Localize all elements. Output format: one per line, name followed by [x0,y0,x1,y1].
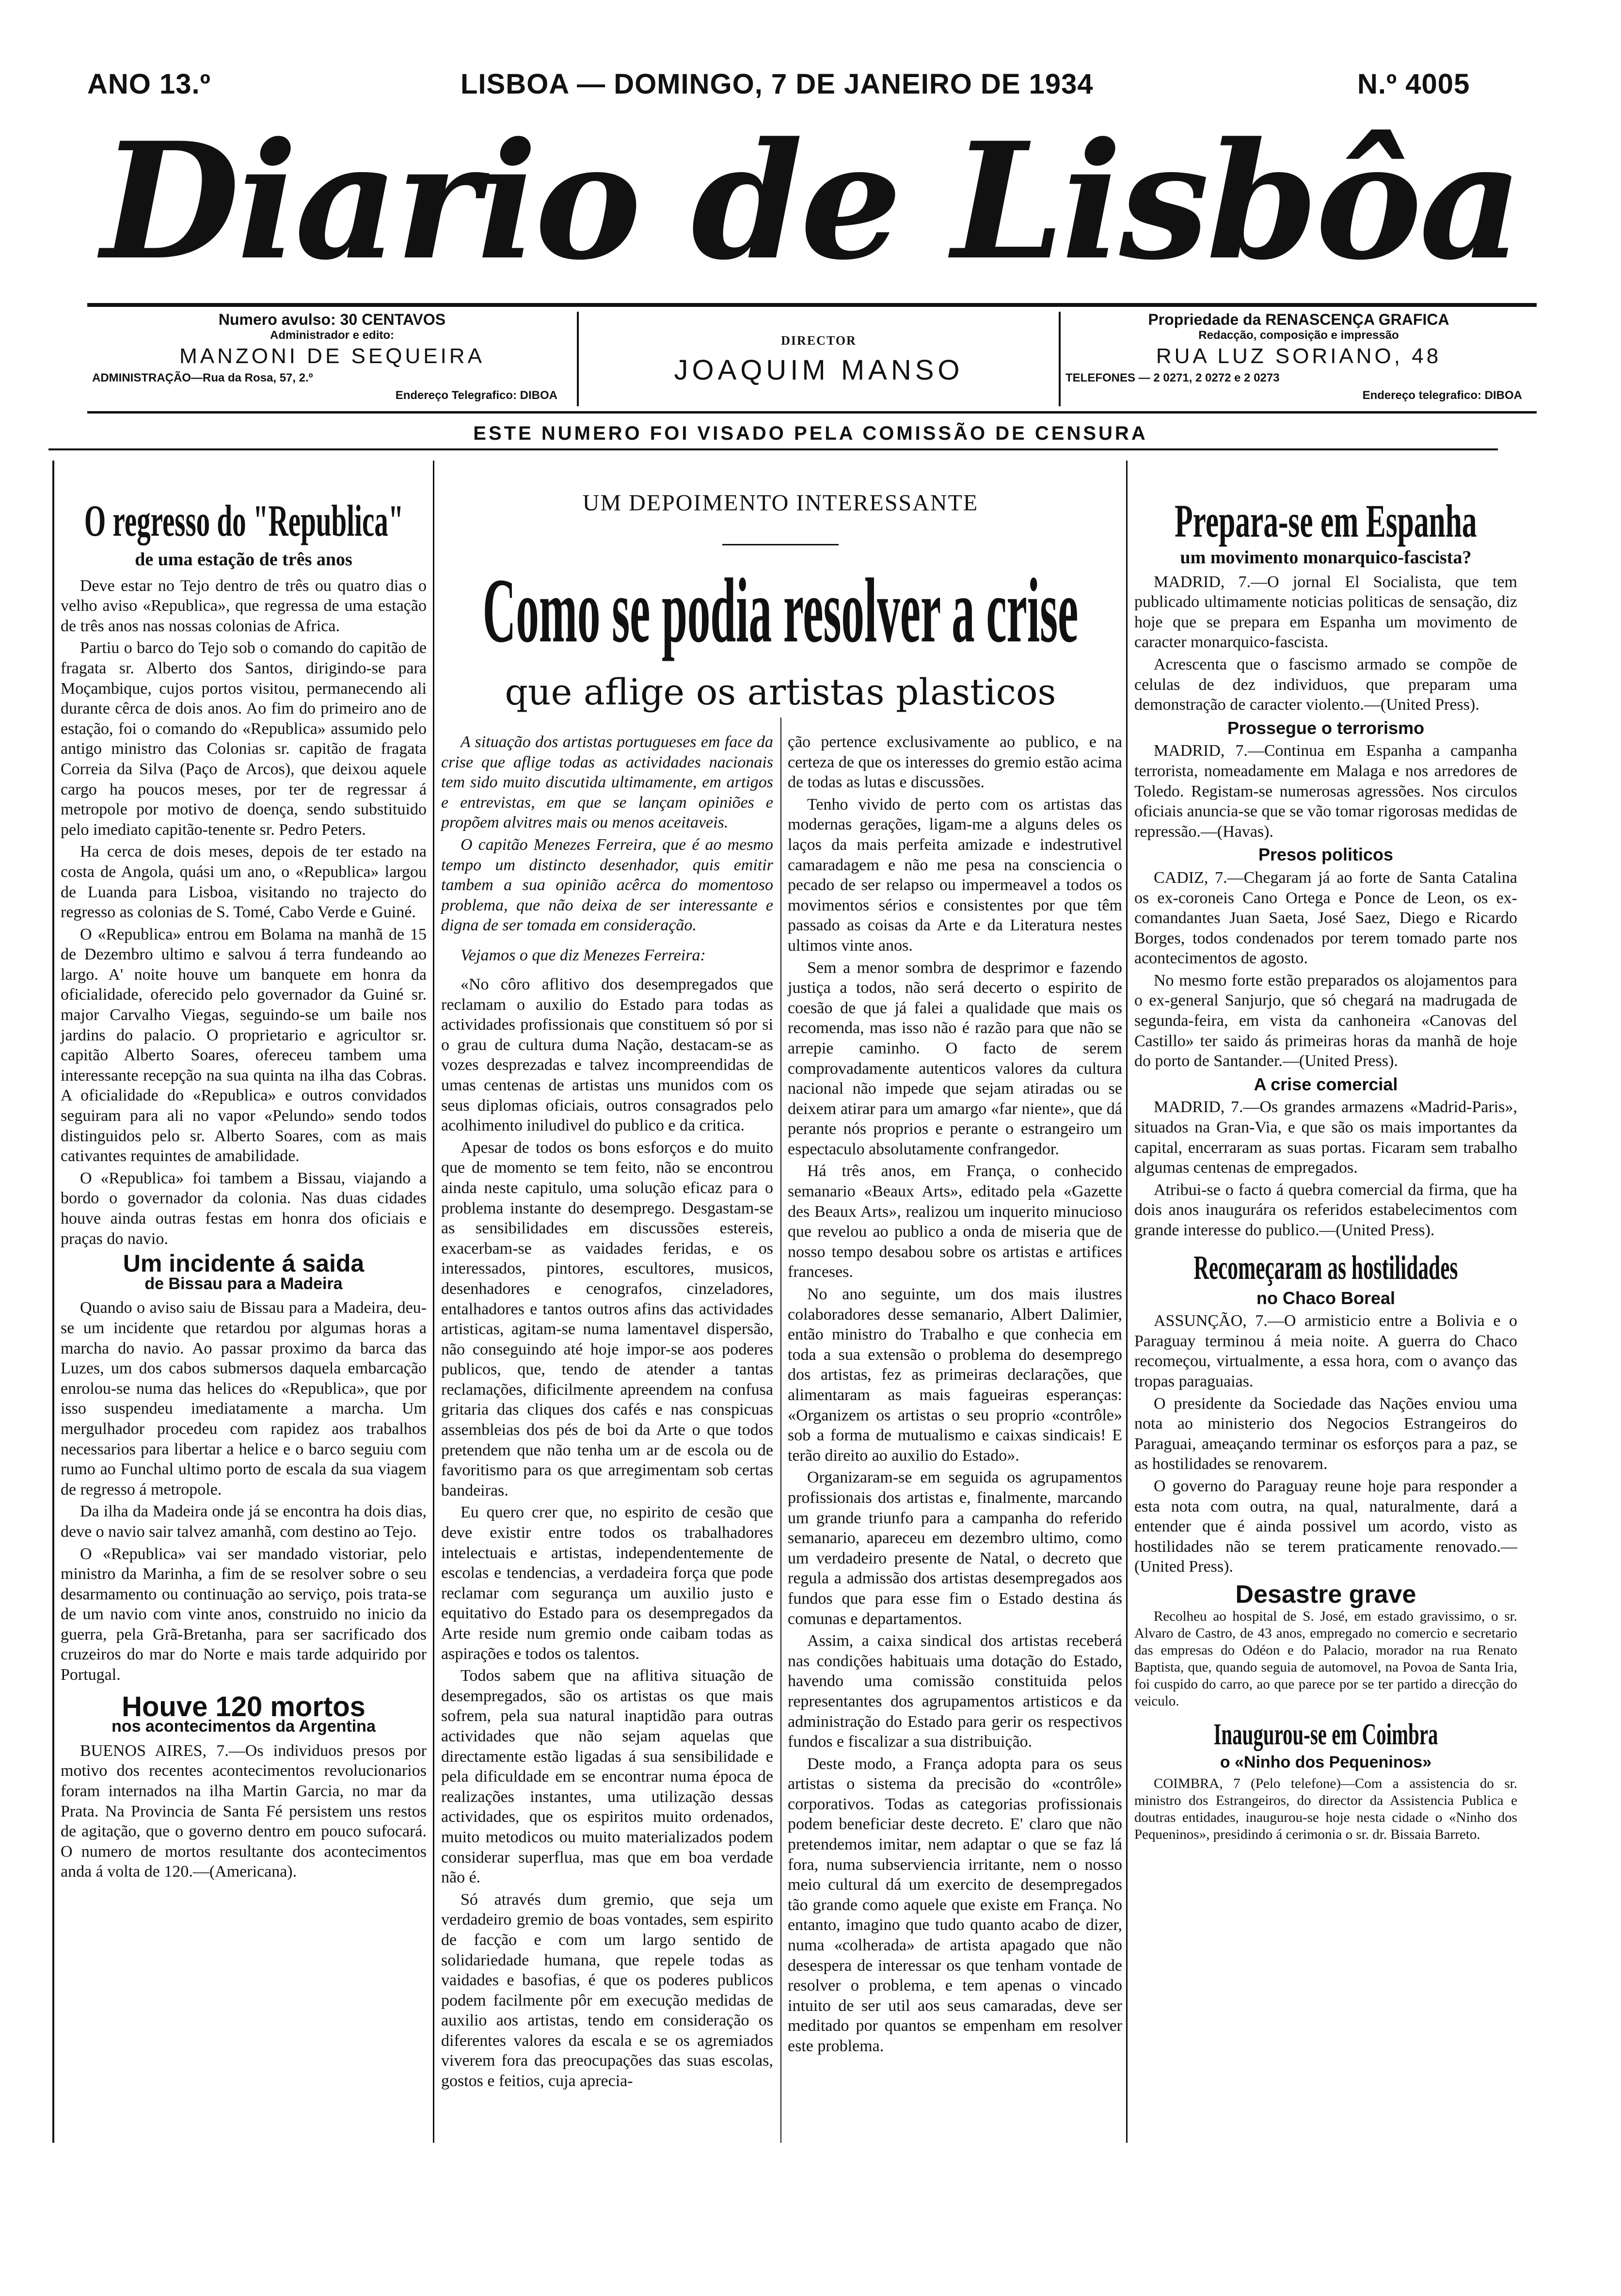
paragraph: BUENOS AIRES, 7.—Os individuos presos por motivo dos recentes acontecimentos revolucionarios foram internados na ilha Martin Garcia, no mar da Prata. Na Provincia de Santa Fé persistem uns restos de agitação, que o governo dentro em pouco sufocará. O numero de mortos resultante dos acontecimentos anda á volta de 120.—(Americana). [61,1741,427,1881]
rule [48,448,1498,450]
column-1 [61,494,427,1884]
headline-republica: O regresso do "Republica" [84,496,404,545]
headline-chaco: Recomeçaram as hostilidades [1193,1249,1458,1287]
paragraph: MADRID, 7.—Continua em Espanha a campanha terrorista, nomeadamente em Malaga e nos arredores de Toledo. Registam-se numerosas agressões. Nos circulos oficiais anuncia-se que se vão tomar rigorosas medidas de repressão.—(Havas). [1134,742,1517,841]
paragraph: Só através dum gremio, que seja um verdadeiro gremio de boas vontades, sem espirito de facção e com um largo sentido de solidariedade humana, que repele todas as vaidades e basofias, é que os poderes publicos podem facilmente pôr em execução medidas de auxilio aos artistas, tendo em consideração os diferentes valores da escala e se os agremiados viverem fora das preocupações das suas escolas, gostos e feitios, cuja aprecia- [441,1890,773,2090]
telegraph-address: Endereço Telegrafico: DIBOA [395,389,557,402]
paragraph: Eu quero crer que, no espirito de cesão que deve existir entre todos os trabalhadores intelectuais e artistas, independentemente de escolas e tendencias, a verdadeira força que pode reclamar com segurança um auxilio justo e equitativo do Estado para os desempregados da Arte reside num gremio onde caibam todas as aspirações e todos os talentos. [441,1503,773,1663]
article-column-b [788,732,1122,2058]
paragraph: Recolheu ao hospital de S. José, em estado gravissimo, o sr. Alvaro de Castro, de 43 anos, empregado no comercio e secretario das empresas do Odéon e do Palacio, morador na rua Renato Baptista, que, quando seguia de automovel, na Povoa de Santa Iria, foi cuspido do carro, ao que parece por se ter partido a direcção do veiculo. [1134,1608,1517,1709]
rule [722,544,839,545]
paragraph: MADRID, 7.—Os grandes armazens «Madrid-Paris», situados na Gran-Via, e que são os mais importantes da capital, encerraram as suas portas. Ficaram sem trabalho algumas centenas de empregados. [1134,1098,1517,1177]
paragraph: No mesmo forte estão preparados os alojamentos para o ex-general Sanjurjo, que só chegará na madrugada de segunda-feira, em vista da canhoneira «Canovas del Castillo» ter saido ás primeiras horas da manhã de hoje do porto de Santander.—(United Press). [1134,971,1517,1070]
column-3 [1134,494,1517,1845]
paragraph: Atribui-se o facto á quebra comercial da firma, que ha dois anos inaugurára os referidos estabelecimentos com grande interesse do publico.—(United Press). [1134,1180,1517,1239]
director-name: JOAQUIM MANSO [674,354,964,386]
censorship-note: ESTE NUMERO FOI VISADO PELA COMISSÃO DE CENSURA [473,423,1148,444]
paragraph: O «Republica» foi tambem a Bissau, viajando a bordo o governador da colonia. Nas duas cidades houve ainda outras festas em honra dos oficiais e praças do navio. [61,1169,427,1248]
column-divider [780,718,781,2143]
headline-crise: Como se podia resolver a crise [482,560,1079,662]
paragraph: «No côro aflitivo dos desempregados que reclamam o auxilio do Estado para todas as actividades profissionais que constituem só por si o grau de cultura duma Nação, destacam-se as vozes desprezadas e talvez incompreendidas de umas centenas de artistas uns munidos com os seus diplomas oficiais, outros consagrados pelo acolhimento iniludivel do publico e da critica. [441,975,773,1135]
paragraph: O «Republica» vai ser mandado vistoriar, pelo ministro da Marinha, a fim de se resolver sobre o seu desarmamento ou continuação ao serviço, pois trata-se de um navio com vinte anos, construido no inicio da guerra, pela Grã-Bretanha, para ser sacrificado dos cruzeiros do mar do Norte e mais tarde adquirido por Portugal. [61,1545,427,1684]
paragraph: Organizaram-se em seguida os agrupamentos profissionais dos artistas e, finalmente, marcando um grande triunfo para a campanha do referido semanario, apareceu em dezembro ultimo, como um verdadeiro presente de Natal, o decreto que regula a admissão dos artistas desempregados aos fundos que para esse fim o Estado destina ás comunas e departamentos. [788,1468,1122,1628]
subhead-coimbra: o «Ninho dos Pequeninos» [1220,1753,1432,1771]
admin-address: ADMINISTRAÇÃO—Rua da Rosa, 57, 2.º [92,371,313,384]
headline-coimbra: Inaugurou-se em Coimbra [1213,1718,1438,1751]
paragraph: Todos sabem que na aflitiva situação de desempregados, são os artistas os que mais sofrem, pela sua natural inaptidão para outras actividades que não sejam aquelas que directamente estão ligadas á sua sensibilidade e pela dificuldade em se encontrar numa época de realizações instantes, uma utilização dessas actividades, que os espiritos muito ordenados, muito metodicos ou muito materializados podem considerar superflua, mas que em boa verdade não é. [441,1667,773,1887]
headline-argentina: Houve 120 mortos [122,1690,366,1722]
subhead-espanha: um movimento monarquico-fascista? [1180,547,1472,568]
director-label: DIRECTOR [781,334,857,348]
price: Numero avulso: 30 CENTAVOS [218,311,446,328]
paragraph: CADIZ, 7.—Chegaram já ao forte de Santa Catalina os ex-coroneis Cano Ortega e Ponce de Leon, os ex-comandantes Juan Saeta, José Saez, Diego e Ricardo Borges, todos condenados por terem tomado parte nos acontecimentos de agosto. [1134,868,1517,968]
paragraph: O governo do Paraguay reune hoje para responder a esta nota com outra, na qual, naturalmente, dará a entender que é ainda possivel um acordo, visto as hostilidades não se terem praticamente renovado.—(United Press). [1134,1477,1517,1576]
article-column-a [441,974,773,2093]
info-right [1061,307,1537,411]
redaction-address: RUA LUZ SORIANO, 48 [1156,344,1442,368]
paragraph: Há três anos, em França, o conhecido semanario «Beaux Arts», editado pela «Gazette des Beaux Arts», realizou um inquerito minucioso que revelou ao publico a onda de miseria que de nosso tempo desabou sobre os artistas e artifices franceses. [788,1162,1122,1281]
info-left [87,307,577,411]
kicker: UM DEPOIMENTO INTERESSANTE [582,490,979,516]
owner: Propriedade da RENASCENÇA GRAFICA [1148,311,1449,328]
admin-role: Administrador e edito: [270,329,395,342]
issue-year: ANO 13.º [87,68,211,100]
paragraph: Sem a menor sombra de desprimor e fazendo justiça a todos, não será decerto o espirito de coesão de que já falei a qualidade que mais os recomenda, mas isso não é razão para que não se arrepie caminho. O facto de serem comprovadamente autenticos valores da cultura nacional não impede que sejam atiradas ou se deixem atirar para um amargo «far niente», que dá perante nós proprios e perante o estrangeiro um espectaculo absolutamente confrangedor. [788,958,1122,1158]
center-heading [436,490,1125,713]
subhead-incidente: de Bissau para a Madeira [144,1274,343,1293]
paragraph: ção pertence exclusivamente ao publico, e na certeza de que os interesses do gremio estão acima de todas as lutas e discussões. [788,733,1122,792]
subhead-argentina: nos acontecimentos da Argentina [111,1717,376,1736]
paragraph: ASSUNÇÃO, 7.—O armisticio entre a Bolivia e o Paraguay terminou á meia noite. A guerra do Chaco recomeçou, virtualmente, a essa hora, com o avanço das tropas paraguaias. [1134,1312,1517,1390]
masthead-title: Diario de Lisbôa [101,107,1520,295]
info-center [579,307,1059,411]
info-bar [87,303,1537,414]
paragraph: A situação dos artistas portugueses em face da crise que aflige todas as actividades nacionais tem sido muito discutida ultimamente, em artigos e entrevistas, em que se lançam opiniões e propõem alvitres mais ou menos aceitaveis. [441,733,773,832]
paragraph: Ha cerca de dois meses, depois de ter estado na costa de Angola, quási um ano, o «Republica» largou de Luanda para Lisboa, visitando no trajecto do regresso as colonias de S. Tomé, Cabo Verde e Guiné. [61,843,427,922]
paragraph: Assim, a caixa sindical dos artistas receberá nas condições habituais uma dotação do Estado, havendo uma comissão constituida pelos representantes dos agrupamentos artisticos e da administração do Estado para gerir os respectivos fundos e fiscalizar a sua distribuição. [788,1632,1122,1751]
paragraph: Quando o aviso saiu de Bissau para a Madeira, deu-se um incidente que retardou por algumas horas a marcha do navio. Ao passar proximo da barca das Luzes, um dos cabos submersos daquela embarcação enrolou-se numa das helices do «Republica», que por isso suspendeu imediatamente a marcha. Um mergulhador procedeu com rapidez aos trabalhos necessarios para libertar a helice e o barco seguiu com rumo ao Funchal ultimo porto de escala da sua viagem de regresso á metropole. [61,1299,427,1499]
paragraph: O presidente da Sociedade das Nações enviou uma nota ao ministerio dos Negocios Estrangeiros do Paraguai, ameaçando terminar os esforços para a paz, se as hostilidades se renovarem. [1134,1394,1517,1473]
dateline: LISBOA — DOMINGO, 7 DE JANEIRO DE 1934 [461,68,1094,100]
paragraph: Apesar de todos os bons esforços e do muito que de momento se tem feito, não se encontrou ainda neste capitulo, uma solução eficaz para o problema instante do desemprego. Desgastam-se as sensibilidades em discussões estereis, exacerbam-se as vaidades feridas, e os interessados, pintores, escultores, musicos, desenhadores e cenografos, cinzeladores, entalhadores e tantos outros afins das actividades artisticas, agitam-se numa lamentavel dispersão, não conseguindo até hoje impor-se aos poderes publicos, que, tendo de atender a tantas reclamações, dificilmente apreendem na confusa gritaria das cliques dos cafés e nas conspicuas assembleias dos pés de boi da Arte o que todos pretendem que não tenha um ar de escola ou de favoritismo para os que arregimentam sob certas bandeiras. [441,1138,773,1499]
paragraph: Tenho vivido de perto com os artistas das modernas gerações, ligam-me a alguns deles os laços da mais perfeita amizade e indestrutivel camaradagem e não me pesa na consciencia o pecado de ser relapso ou impermeavel a todos os movimentos sérios e consistentes por que têm passado as coisas da Arte e da Literatura nestes ultimos vinte anos. [788,795,1122,955]
paragraph: Acrescenta que o fascismo armado se compõe de celulas de dez individuos, que preparam uma demonstração de caracter violento.—(United Press). [1134,655,1517,714]
subhead-chaco: no Chaco Boreal [1256,1288,1396,1308]
subhead-crise: que aflige os artistas plasticos [505,671,1056,713]
page-border-left [52,461,54,2143]
redaction-role: Redacção, composição e impressão [1198,329,1399,342]
headline-incidente: Um incidente á saida [123,1250,365,1277]
paragraph: Deve estar no Tejo dentro de três ou quatro dias o velho aviso «Republica», que regressa de uma estação de três anos nas nossas colonias de Africa. [61,576,427,635]
heading-terrorismo: Prossegue o terrorismo [1227,718,1425,738]
intro-column [441,732,773,977]
headline-espanha: Prepara-se em Espanha [1175,495,1477,547]
heading-crise-comercial: A crise comercial [1254,1074,1398,1094]
paragraph: O capitão Menezes Ferreira, que é ao mesmo tempo um distincto desenhador, quis emitir tambem a sua opinião acêrca do momentoso problema, que não deixa de ser interessante e digna de ser tomada em consideração. [441,835,773,935]
heading-presos: Presos politicos [1258,845,1394,865]
headline-desastre: Desastre grave [1235,1580,1416,1609]
paragraph: O «Republica» entrou em Bolama na manhã de 15 de Dezembro ultimo e salvou á terra fundeando ao largo. A' noite houve um banquete em honra da oficialidade, oferecido pelo governador da Guiné sr. major Carvalho Viegas, seguindo-se um baile nos jardins do palacio. O proprietario e agricultor sr. capitão Alberto Soares, ofereceu tambem uma interessante recepção na sua quinta na ilha das Cobras. A oficialidade do «Republica» e outros convidados seguiram para ali no vapor «Pelundo» sendo todos distinguidos pelo sr. Alberto Soares, com as mais cativantes requintes de amabilidade. [61,925,427,1165]
admin-name: MANZONI DE SEQUEIRA [179,344,485,368]
paragraph: COIMBRA, 7 (Pelo telefone)—Com a assistencia do sr. ministro dos Estrangeiros, do director da Assistencia Publica e doutras entidades, inaugurou-se hoje nesta cidade o «Ninho dos Pequeninos», presidindo á cerimonia o sr. dr. Bissaia Barreto. [1134,1776,1517,1843]
paragraph: Vejamos o que diz Menezes Ferreira: [461,946,706,964]
issue-number: N.º 4005 [1357,68,1470,100]
column-divider [433,461,434,2143]
subhead-republica: de uma estação de três anos [135,549,352,570]
paragraph: No ano seguinte, um dos mais ilustres colaboradores desse semanario, Albert Dalimier, então ministro do Trabalho e que conhecia em toda a sua extensão o problema do desemprego dos artistas, fez as primeiras declarações, que alimentaram as mais fagueiras esperanças: «Organizem os artistas o seu proprio «contrôle» sob a forma de mutualismo e caixas sindicais! E terão direito ao auxilio do Estado». [788,1285,1122,1465]
paragraph: MADRID, 7.—O jornal El Socialista, que tem publicado ultimamente noticias politicas de sensação, diz hoje que se prepara em Espanha um movimento de caracter monarquico-fascista. [1134,573,1517,652]
telephones: TELEFONES — 2 0271, 2 0272 e 2 0273 [1065,371,1280,384]
column-divider [1126,461,1128,2143]
telegraph-address-right: Endereço telegrafico: DIBOA [1362,389,1522,402]
paragraph: Deste modo, a França adopta para os seus artistas o sistema da precisão do «contrôle» corporativos. Todas as categorias profissionais podem beneficiar deste decreto. E' claro que não pretendemos imitar, nem adaptar o que se faz lá fora, numa subserviencia irritante, nem o nosso meio cultural dá um exercito de desempregados tão grande como aquele que existe em França. No entanto, imagino que tudo quanto acabo de dizer, numa «colherada» de artista apagado que não desespera de interessar os que tenham vontade de resolver o problema, e tem apenas o vincado intuito de ser util aos seus camaradas, deve ser meditado por quantos se empenham em resolver este problema. [788,1754,1122,2055]
paragraph: Partiu o barco do Tejo sob o comando do capitão de fragata sr. Alberto dos Santos, dirigindo-se para Moçambique, cujos portos visitou, permanecendo ali durante cêrca de dois anos. Ao fim do primeiro ano de estação, foi o comando do «Republica» assumido pelo antigo ministro das Colonias sr. capitão de fragata Correia da Silva (Paço de Arcos), que deixou aquele cargo ha poucos meses, por ter de regressar á metropole por motivo de doença, sendo substituido pelo imediato capitão-tenente sr. Pedro Peters. [61,639,427,839]
paragraph: Da ilha da Madeira onde já se encontra ha dois dias, deve o navio sair talvez amanhã, com destino ao Tejo. [61,1502,427,1541]
